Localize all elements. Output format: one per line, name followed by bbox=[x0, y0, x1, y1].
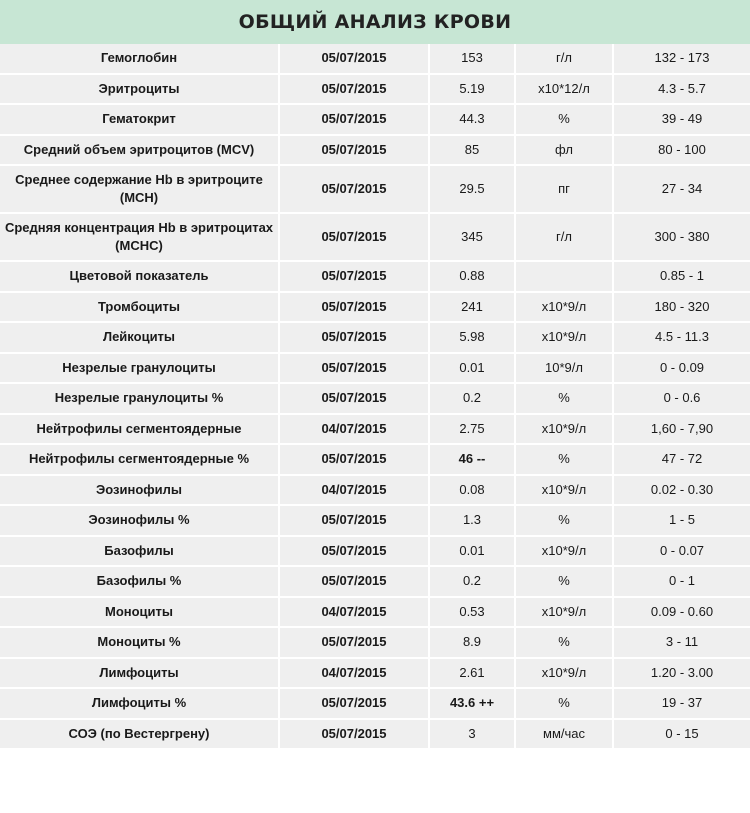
test-value-cell: 0.88 bbox=[430, 262, 516, 293]
reference-range-cell: 0.85 - 1 bbox=[614, 262, 750, 293]
test-unit-cell: % bbox=[516, 506, 614, 537]
table-row bbox=[0, 445, 750, 476]
table-row bbox=[0, 384, 750, 415]
table-row bbox=[0, 659, 750, 690]
test-unit-cell bbox=[516, 262, 614, 293]
test-name-cell: Незрелые гранулоциты bbox=[0, 354, 280, 385]
reference-range-cell: 300 - 380 bbox=[614, 214, 750, 262]
test-date-cell: 05/07/2015 bbox=[280, 506, 430, 537]
reference-range-cell: 4.3 - 5.7 bbox=[614, 75, 750, 106]
reference-range-cell: 0 - 0.6 bbox=[614, 384, 750, 415]
test-unit-cell: % bbox=[516, 384, 614, 415]
test-date-cell: 05/07/2015 bbox=[280, 720, 430, 751]
reference-range-cell: 0 - 15 bbox=[614, 720, 750, 751]
test-unit-cell: фл bbox=[516, 136, 614, 167]
table-row bbox=[0, 598, 750, 629]
test-date-cell: 05/07/2015 bbox=[280, 628, 430, 659]
table-row bbox=[0, 166, 750, 214]
test-name-cell: СОЭ (по Вестергрену) bbox=[0, 720, 280, 751]
test-unit-cell: x10*9/л bbox=[516, 323, 614, 354]
reference-range-cell: 1.20 - 3.00 bbox=[614, 659, 750, 690]
test-name-cell: Лимфоциты % bbox=[0, 689, 280, 720]
test-date-cell: 04/07/2015 bbox=[280, 476, 430, 507]
test-name-cell: Среднее содержание Hb в эритроците (MCH) bbox=[0, 166, 280, 214]
test-date-cell: 04/07/2015 bbox=[280, 415, 430, 446]
test-value-cell: 85 bbox=[430, 136, 516, 167]
test-date-cell: 05/07/2015 bbox=[280, 214, 430, 262]
reference-range-cell: 39 - 49 bbox=[614, 105, 750, 136]
test-date-cell: 05/07/2015 bbox=[280, 384, 430, 415]
test-name-cell: Лейкоциты bbox=[0, 323, 280, 354]
test-value-cell: 0.01 bbox=[430, 354, 516, 385]
test-value-cell: 0.08 bbox=[430, 476, 516, 507]
test-name-cell: Моноциты bbox=[0, 598, 280, 629]
test-value-cell: 46 -- bbox=[430, 445, 516, 476]
table-row bbox=[0, 75, 750, 106]
test-name-cell: Тромбоциты bbox=[0, 293, 280, 324]
test-name-cell: Средняя концентрация Hb в эритроцитах (MCHC) bbox=[0, 214, 280, 262]
test-value-cell: 3 bbox=[430, 720, 516, 751]
test-date-cell: 05/07/2015 bbox=[280, 75, 430, 106]
reference-range-cell: 1,60 - 7,90 bbox=[614, 415, 750, 446]
reference-range-cell: 0 - 0.07 bbox=[614, 537, 750, 568]
test-unit-cell: пг bbox=[516, 166, 614, 214]
test-unit-cell: % bbox=[516, 689, 614, 720]
test-date-cell: 04/07/2015 bbox=[280, 659, 430, 690]
test-date-cell: 05/07/2015 bbox=[280, 166, 430, 214]
test-value-cell: 29.5 bbox=[430, 166, 516, 214]
test-name-cell: Гемоглобин bbox=[0, 44, 280, 75]
table-row bbox=[0, 720, 750, 751]
table-row bbox=[0, 567, 750, 598]
test-unit-cell: x10*12/л bbox=[516, 75, 614, 106]
test-value-cell: 345 bbox=[430, 214, 516, 262]
test-name-cell: Гематокрит bbox=[0, 105, 280, 136]
test-name-cell: Нейтрофилы сегментоядерные % bbox=[0, 445, 280, 476]
test-value-cell: 2.75 bbox=[430, 415, 516, 446]
table-row bbox=[0, 44, 750, 75]
test-unit-cell: x10*9/л bbox=[516, 598, 614, 629]
test-date-cell: 05/07/2015 bbox=[280, 354, 430, 385]
test-value-cell: 5.19 bbox=[430, 75, 516, 106]
reference-range-cell: 3 - 11 bbox=[614, 628, 750, 659]
page-header bbox=[0, 0, 750, 44]
table-row bbox=[0, 105, 750, 136]
table-row bbox=[0, 628, 750, 659]
test-name-cell: Базофилы bbox=[0, 537, 280, 568]
reference-range-cell: 80 - 100 bbox=[614, 136, 750, 167]
test-unit-cell: мм/час bbox=[516, 720, 614, 751]
test-value-cell: 44.3 bbox=[430, 105, 516, 136]
table-row bbox=[0, 214, 750, 262]
test-name-cell: Эритроциты bbox=[0, 75, 280, 106]
reference-range-cell: 19 - 37 bbox=[614, 689, 750, 720]
test-date-cell: 04/07/2015 bbox=[280, 598, 430, 629]
test-date-cell: 05/07/2015 bbox=[280, 262, 430, 293]
test-date-cell: 05/07/2015 bbox=[280, 537, 430, 568]
table-row bbox=[0, 354, 750, 385]
test-name-cell: Средний объем эритроцитов (MCV) bbox=[0, 136, 280, 167]
reference-range-cell: 0 - 1 bbox=[614, 567, 750, 598]
test-unit-cell: г/л bbox=[516, 214, 614, 262]
reference-range-cell: 1 - 5 bbox=[614, 506, 750, 537]
page-title: ОБЩИЙ АНАЛИЗ КРОВИ bbox=[238, 11, 512, 33]
test-name-cell: Нейтрофилы сегментоядерные bbox=[0, 415, 280, 446]
test-name-cell: Моноциты % bbox=[0, 628, 280, 659]
table-row bbox=[0, 537, 750, 568]
test-value-cell: 5.98 bbox=[430, 323, 516, 354]
reference-range-cell: 0 - 0.09 bbox=[614, 354, 750, 385]
test-value-cell: 8.9 bbox=[430, 628, 516, 659]
reference-range-cell: 27 - 34 bbox=[614, 166, 750, 214]
test-date-cell: 05/07/2015 bbox=[280, 136, 430, 167]
test-unit-cell: x10*9/л bbox=[516, 476, 614, 507]
test-name-cell: Незрелые гранулоциты % bbox=[0, 384, 280, 415]
table-row bbox=[0, 689, 750, 720]
test-unit-cell: 10*9/л bbox=[516, 354, 614, 385]
test-value-cell: 2.61 bbox=[430, 659, 516, 690]
test-unit-cell: x10*9/л bbox=[516, 293, 614, 324]
test-unit-cell: x10*9/л bbox=[516, 659, 614, 690]
test-unit-cell: г/л bbox=[516, 44, 614, 75]
test-value-cell: 153 bbox=[430, 44, 516, 75]
table-row bbox=[0, 262, 750, 293]
test-value-cell: 0.01 bbox=[430, 537, 516, 568]
table-row bbox=[0, 293, 750, 324]
test-value-cell: 1.3 bbox=[430, 506, 516, 537]
test-unit-cell: x10*9/л bbox=[516, 537, 614, 568]
test-unit-cell: % bbox=[516, 105, 614, 136]
table-row bbox=[0, 136, 750, 167]
reference-range-cell: 4.5 - 11.3 bbox=[614, 323, 750, 354]
test-value-cell: 0.53 bbox=[430, 598, 516, 629]
test-value-cell: 0.2 bbox=[430, 567, 516, 598]
test-name-cell: Эозинофилы % bbox=[0, 506, 280, 537]
test-value-cell: 241 bbox=[430, 293, 516, 324]
reference-range-cell: 180 - 320 bbox=[614, 293, 750, 324]
test-date-cell: 05/07/2015 bbox=[280, 445, 430, 476]
test-date-cell: 05/07/2015 bbox=[280, 567, 430, 598]
test-date-cell: 05/07/2015 bbox=[280, 105, 430, 136]
test-date-cell: 05/07/2015 bbox=[280, 293, 430, 324]
test-date-cell: 05/07/2015 bbox=[280, 323, 430, 354]
test-date-cell: 05/07/2015 bbox=[280, 44, 430, 75]
test-unit-cell: x10*9/л bbox=[516, 415, 614, 446]
reference-range-cell: 47 - 72 bbox=[614, 445, 750, 476]
test-value-cell: 43.6 ++ bbox=[430, 689, 516, 720]
reference-range-cell: 0.09 - 0.60 bbox=[614, 598, 750, 629]
test-unit-cell: % bbox=[516, 567, 614, 598]
test-date-cell: 05/07/2015 bbox=[280, 689, 430, 720]
test-unit-cell: % bbox=[516, 628, 614, 659]
table-row bbox=[0, 506, 750, 537]
table-row bbox=[0, 415, 750, 446]
test-name-cell: Базофилы % bbox=[0, 567, 280, 598]
reference-range-cell: 0.02 - 0.30 bbox=[614, 476, 750, 507]
table-row bbox=[0, 476, 750, 507]
test-name-cell: Лимфоциты bbox=[0, 659, 280, 690]
reference-range-cell: 132 - 173 bbox=[614, 44, 750, 75]
test-value-cell: 0.2 bbox=[430, 384, 516, 415]
test-unit-cell: % bbox=[516, 445, 614, 476]
test-name-cell: Цветовой показатель bbox=[0, 262, 280, 293]
table-row bbox=[0, 323, 750, 354]
test-name-cell: Эозинофилы bbox=[0, 476, 280, 507]
results-table bbox=[0, 44, 750, 750]
